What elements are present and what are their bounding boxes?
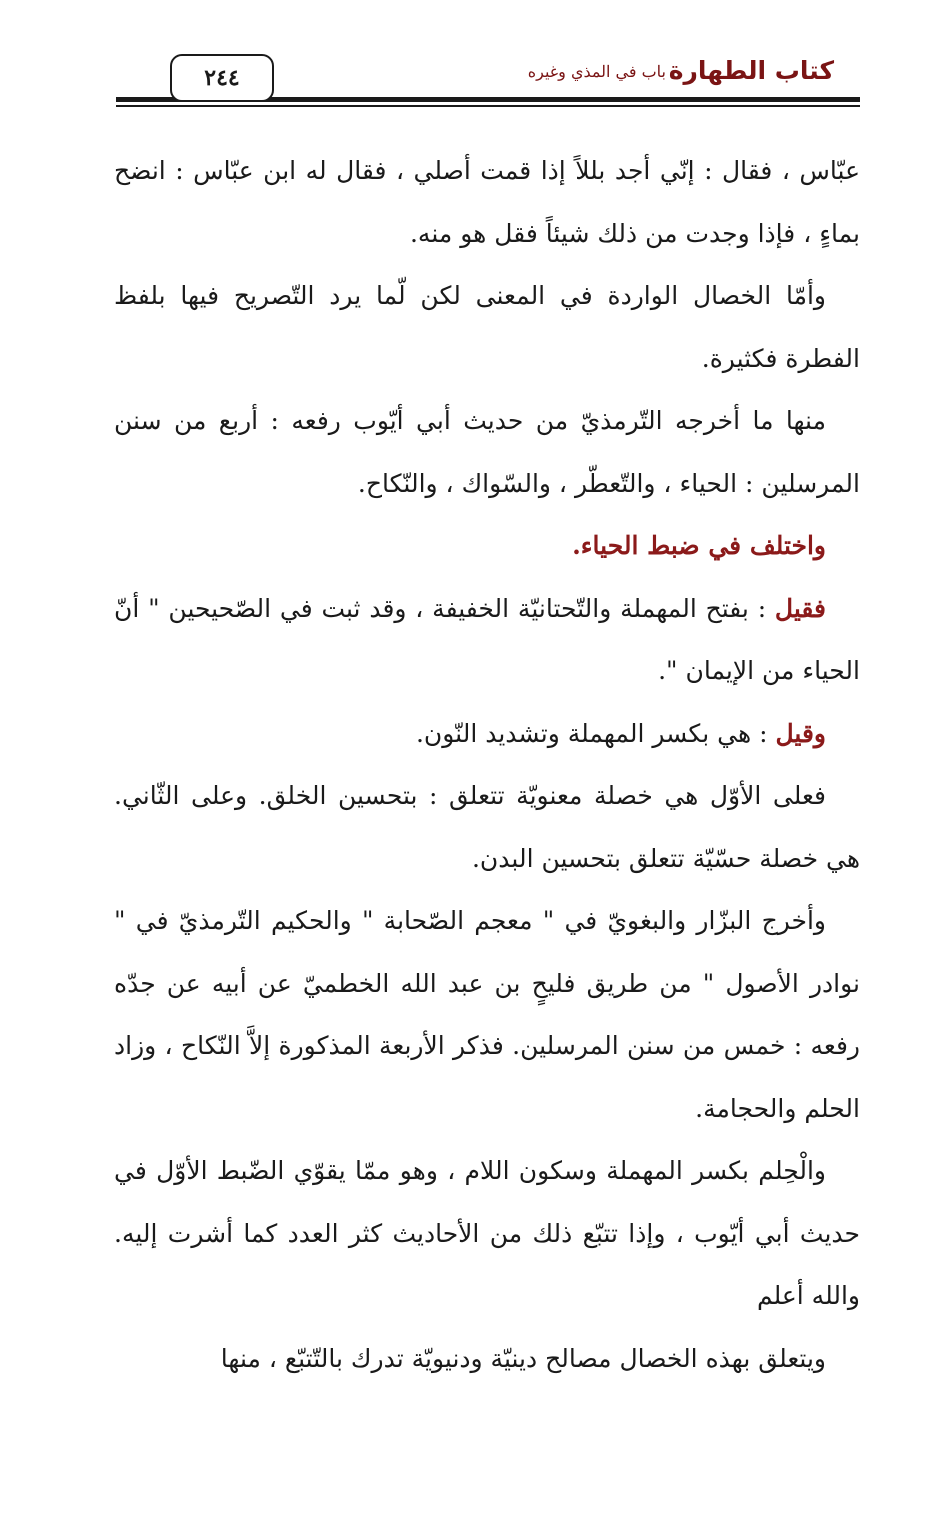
opinion-lead-1: فقيل	[774, 593, 826, 623]
section-heading: واختلف في ضبط الحياء.	[572, 531, 826, 560]
paragraph-continuation: عبّاس ، فقال : إنّي أجد بللاً إذا قمت أصلي ، فقال له ابن عبّاس : انضح بماءٍ ، فإذا وجدت من ذلك شيئاً فقل هو منه.	[114, 156, 860, 248]
paragraph-benefits: ويتعلق بهذه الخصال مصالح دينيّة ودنيويّة تدرك بالتّتبّع ، منها	[220, 1343, 826, 1373]
paragraph-first-opinion	[114, 578, 860, 703]
paragraph-explanation: فعلى الأوّل هي خصلة معنويّة تتعلق : بتحسين الخلق. وعلى الثّاني. هي خصلة حسّيّة تتعلق بتحسين البدن.	[114, 781, 860, 873]
chapter-title: باب في المذي وغيره	[527, 62, 666, 81]
body-text	[114, 140, 860, 1390]
paragraph-tirmidhi: منها ما أخرجه التّرمذيّ من حديث أبي أيّوب رفعه : أربع من سنن المرسلين : الحياء ، والتّعطّر ، والسّواك ، والنّكاح.	[114, 406, 860, 498]
paragraph-second-opinion	[114, 703, 860, 766]
page-number: ٢٤٤	[170, 54, 274, 102]
book-title: كتاب الطهارة	[668, 56, 834, 85]
opinion-lead-2: وقيل	[775, 718, 826, 748]
paragraph-qualities: وأمّا الخصال الواردة في المعنى لكن لّما يرد التّصريح فيها بلفظ الفطرة فكثيرة.	[114, 281, 860, 373]
page-header	[116, 52, 860, 112]
opinion-text-2: : هي بكسر المهملة وتشديد النّون.	[415, 718, 776, 748]
header-rule-thin	[116, 105, 860, 107]
paragraph-bazzar: وأخرج البزّار والبغويّ في " معجم الصّحابة " والحكيم التّرمذيّ في " نوادر الأصول " من طريق فليحٍ بن عبد الله الخطميّ عن أبيه عن جدّه رفعه : خمس من سنن المرسلين. فذكر الأربعة المذكورة إلاَّ النّكاح ، وزاد الحلم والحجامة.	[114, 906, 860, 1123]
opinion-text-1: : بفتح المهملة والتّحتانيّة الخفيفة ، وقد ثبت في الصّحيحين " أنّ الحياء من الإيمان ".	[114, 593, 860, 685]
paragraph-hilm: والْحِلم بكسر المهملة وسكون اللام ، وهو ممّا يقوّي الضّبط الأوّل في حديث أبي أيّوب ، وإذا تتبّع ذلك من الأحاديث كثر العدد كما أشرت إليه. والله أعلم	[114, 1156, 860, 1310]
